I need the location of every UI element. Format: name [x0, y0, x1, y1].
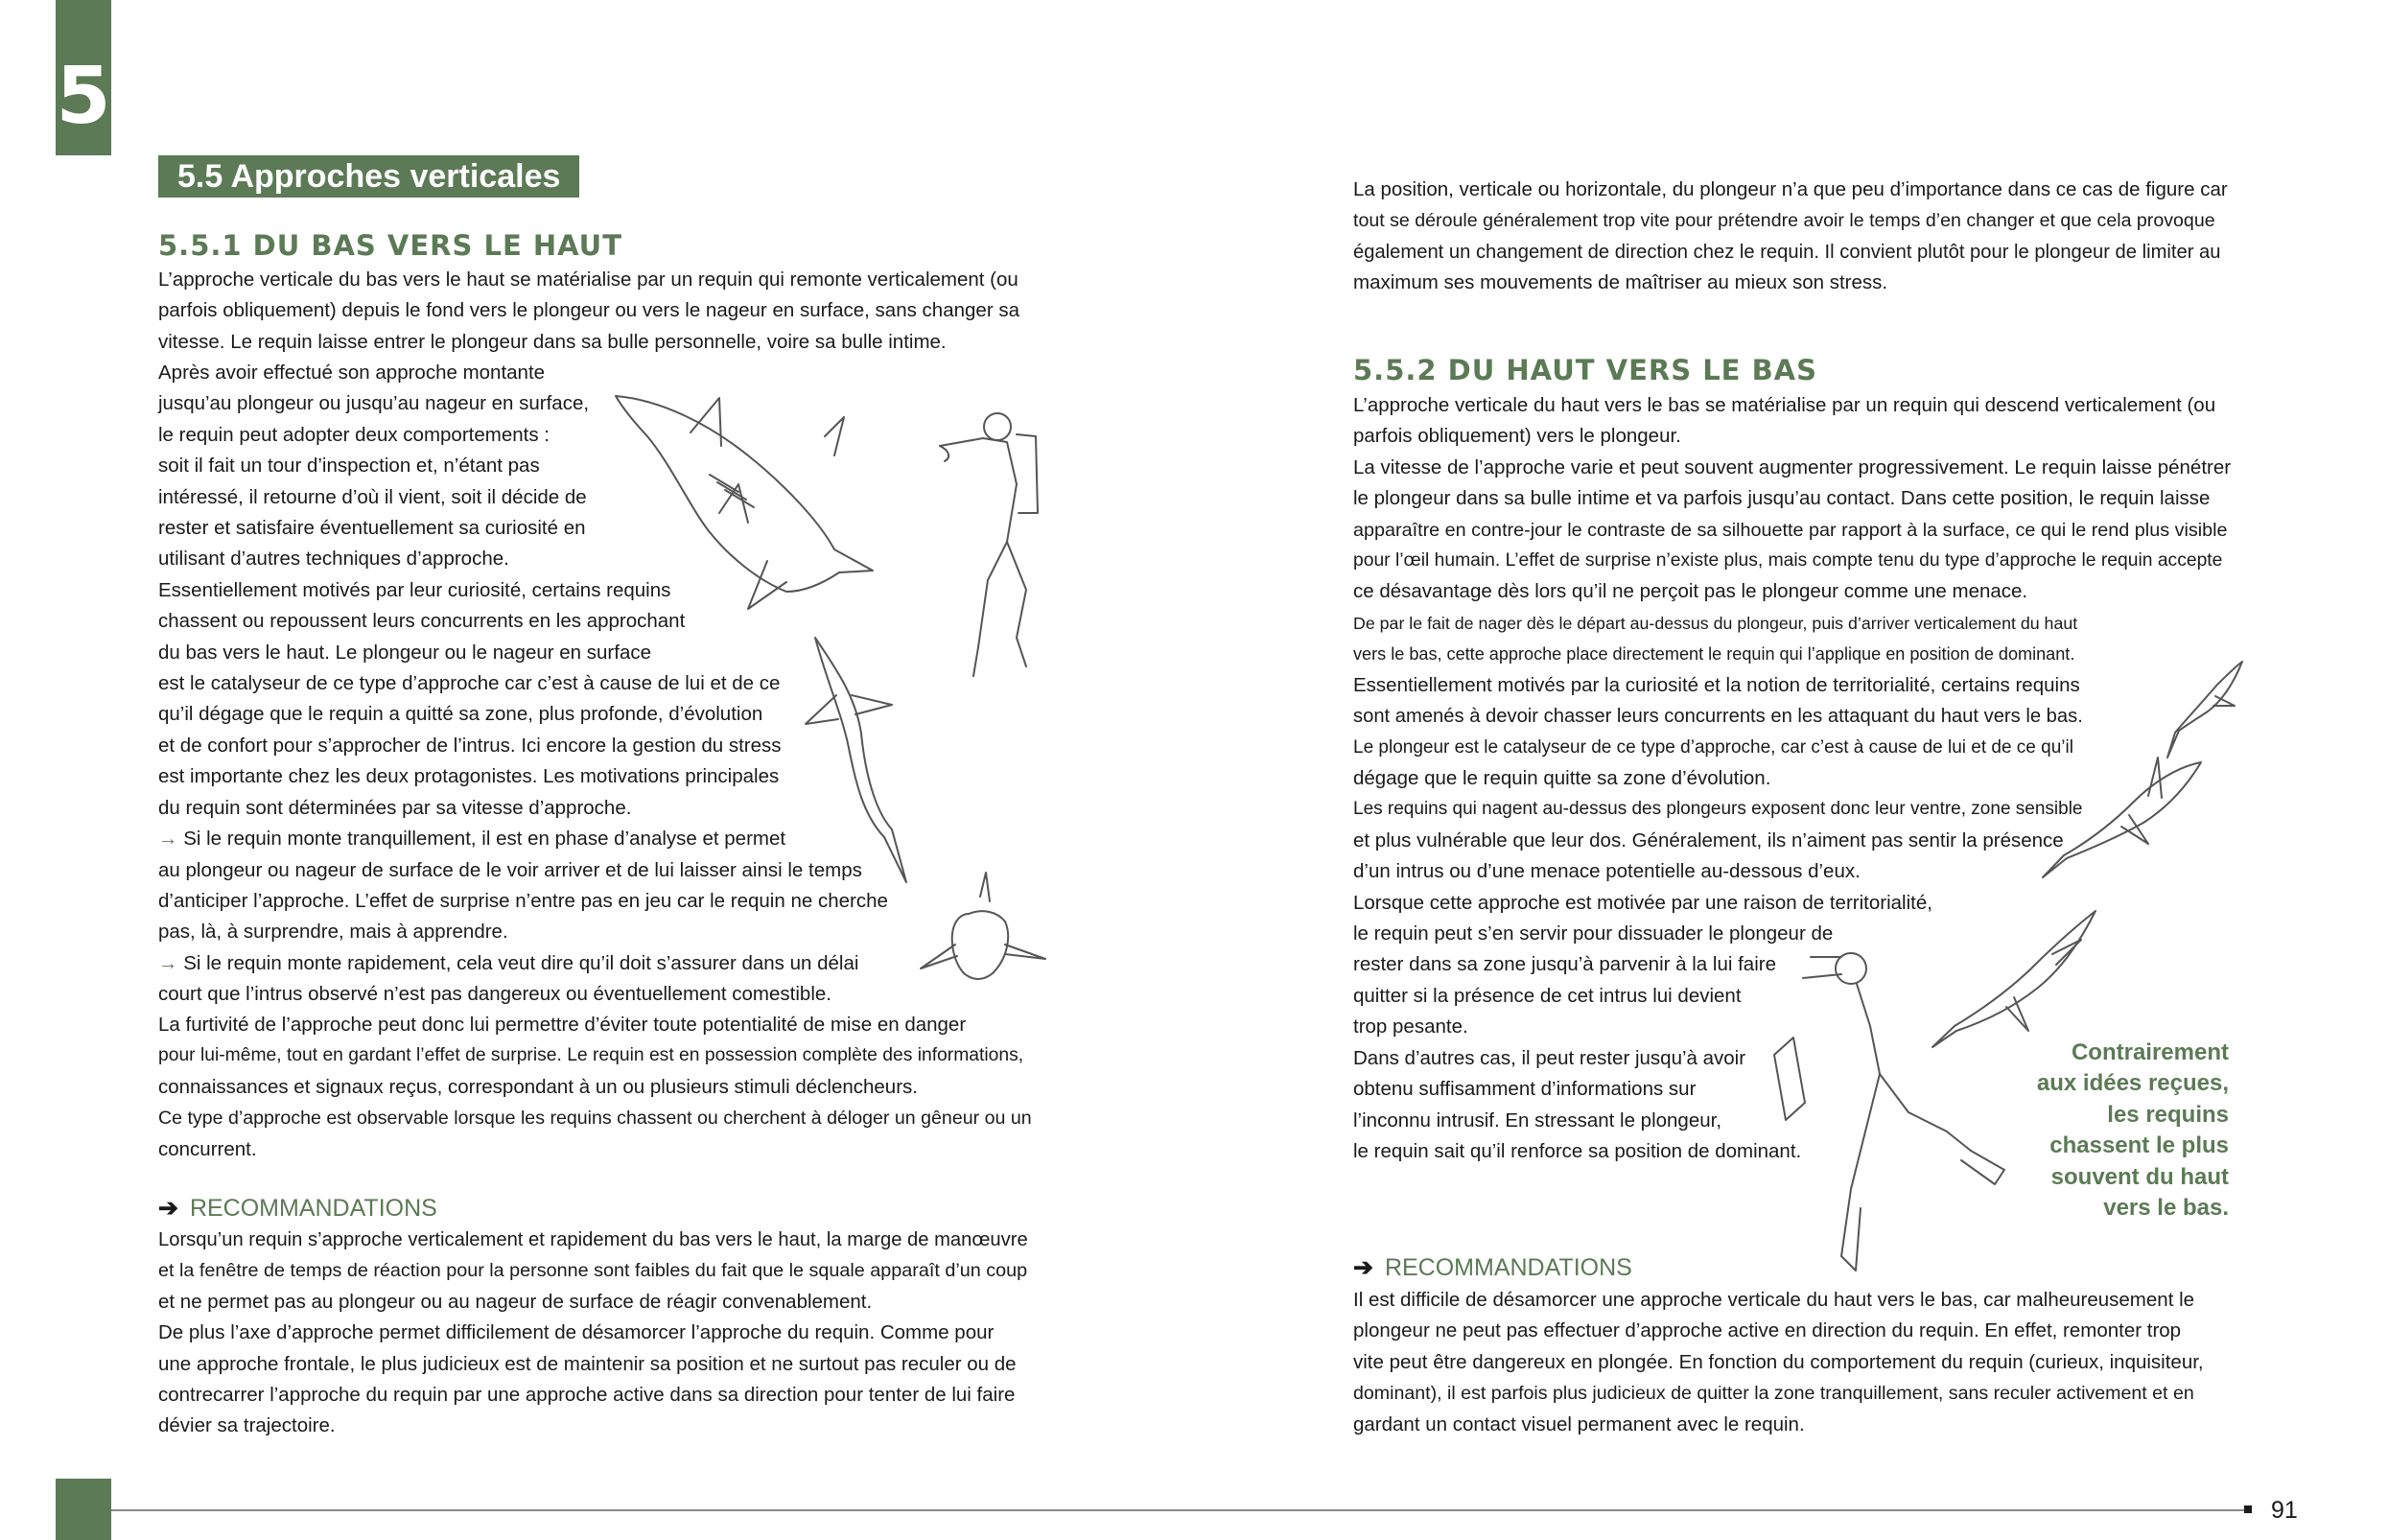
bullet-rest: il est en phase d’analyse et permet — [476, 828, 786, 851]
text-line: Essentiellement motivés par la curiosité et la notion de territorialité, certains requins — [1353, 673, 2080, 696]
footer-tab — [56, 1479, 111, 1540]
text-line: du bas vers le haut. Le plongeur ou le nageur en surface — [158, 641, 651, 664]
shark-sketch — [921, 873, 1045, 979]
section-title: 5.5 Approches verticales — [158, 155, 579, 198]
text-line: le requin peut adopter deux comportements : — [158, 423, 550, 446]
text-line: tout se déroule généralement trop vite pour prétendre avoir le temps d’en changer et que cela provoque — [1353, 210, 2215, 232]
bullet-lead: Si le requin monte tranquillement, — [183, 828, 477, 851]
text-line: ce désavantage dès lors qu’il ne perçoit pas le plongeur comme une menace. — [1353, 580, 2028, 603]
sub2-intro — [1353, 390, 2231, 608]
text-line: l’inconnu intrusif. En stressant le plongeur, — [1353, 1108, 1722, 1132]
footer-bullet — [2244, 1505, 2252, 1513]
text-line: d’anticiper l’approche. L’effet de surprise n’entre pas en jeu car le requin ne cherche — [158, 889, 888, 912]
text-line: trop pesante. — [1353, 1015, 1468, 1038]
text-line: sont amenés à devoir chasser leurs concurrents en les attaquant du haut vers le bas. — [1353, 706, 2083, 728]
footer-rule — [111, 1509, 2250, 1511]
text-line: Après avoir effectué son approche montante — [158, 362, 546, 384]
sub1-recommendations — [158, 1225, 1036, 1442]
text-line: vers le bas, cette approche place directement le requin qui l’applique en position de dominant. — [1353, 644, 2075, 665]
quote-line: vers le bas. — [2103, 1195, 2229, 1222]
diver-sketch — [1774, 953, 2004, 1271]
quote-line: aux idées reçues, — [2036, 1070, 2229, 1097]
text-line: utilisant d’autres techniques d’approche. — [158, 548, 509, 571]
diver-sketch — [940, 413, 1038, 676]
bullet-rest: cela veut dire qu’il doit s’assurer dans un délai — [451, 951, 859, 974]
sub1-intro — [158, 265, 1036, 358]
text-line: plongeur ne peut pas effectuer d’approche active en direction du requin. En effet, remonter trop — [1353, 1319, 2182, 1342]
text-line: pour lui-même, tout en gardant l’effet de surprise. Le requin est en possession complète des informations, — [158, 1045, 1024, 1066]
text-line: dominant), il est parfois plus judicieux de quitter la zone tranquillement, sans reculer activement et en — [1353, 1383, 2194, 1405]
shark-sketch — [2043, 758, 2201, 877]
recommendations-title: RECOMMANDATIONS — [189, 1195, 437, 1222]
text-line: d’un intrus ou d’une menace potentielle au-dessous d’eux. — [1353, 860, 1861, 883]
text-line: connaissances et signaux reçus, correspondant à un ou plusieurs stimuli déclencheurs. — [158, 1075, 918, 1098]
text-line: parfois obliquement) depuis le fond vers le plongeur ou vers le nageur en surface, sans changer sa — [158, 299, 1019, 322]
text-line: au plongeur ou nageur de surface de le voir arriver et de lui laisser ainsi le temps — [158, 858, 862, 881]
text-line: Le plongeur est le catalyseur de ce type d’approche, car c’est à cause de lui et de ce qu’il — [1353, 736, 2073, 758]
text-line: Lorsqu’un requin s’approche verticalement et rapidement du bas vers le haut, la marge de manœuvre — [158, 1229, 1028, 1250]
text-line: Lorsque cette approche est motivée par une raison de territorialité, — [1353, 891, 1932, 914]
shark-sketch — [806, 638, 906, 882]
text-line: le requin peut s’en servir pour dissuader le plongeur de — [1353, 922, 1834, 945]
text-line: intéressé, il retourne d’où il vient, soit il décide de — [158, 485, 587, 508]
text-line: qu’il dégage que le requin a quitté sa zone, plus profonde, d’évolution — [158, 703, 763, 726]
text-line: De plus l’axe d’approche permet difficilement de désamorcer l’approche du requin. Comme pour — [158, 1321, 995, 1344]
text-line: La position, verticale ou horizontale, du plongeur n’a que peu d’importance dans ce cas de figure car — [1353, 178, 2228, 200]
text-line: vite peut être dangereux en plongée. En fonction du comportement du requin (curieux, inquisiteur, — [1353, 1350, 2204, 1373]
text-line: La furtivité de l’approche peut donc lui permettre d’éviter toute potentialité de mise en danger — [158, 1014, 967, 1036]
chapter-tab — [56, 0, 111, 155]
text-line: et la fenêtre de temps de réaction pour la personne sont faibles du fait que le squale apparaît d’un coup — [158, 1260, 1028, 1282]
recommendations-heading-left — [158, 1193, 437, 1224]
arrow-icon: → — [158, 828, 178, 851]
text-line: gardant un contact visuel permanent avec le requin. — [1353, 1412, 1805, 1435]
text-line: obtenu suffisamment d’informations sur — [1353, 1078, 1697, 1101]
shark-diver-illustration-left — [604, 379, 1065, 992]
text-line: le plongeur dans sa bulle intime et va parfois jusqu’au contact. Dans cette position, le requin laisse — [1353, 487, 2211, 510]
text-line: Dans d’autres cas, il peut rester jusqu’à avoir — [1353, 1046, 1746, 1069]
text-line: maximum ses mouvements de maîtriser au mieux son stress. — [1353, 271, 1888, 294]
text-line: Il est difficile de désamorcer une approche verticale du haut vers le bas, car malheureusement le — [1353, 1289, 2195, 1311]
text-line: du requin sont déterminées par sa vitesse d’approche. — [158, 796, 632, 819]
text-line: et de confort pour s’approcher de l’intrus. Ici encore la gestion du stress — [158, 734, 782, 757]
text-line: L’approche verticale du bas vers le haut se matérialise par un requin qui remonte verticalement (ou — [158, 268, 1018, 291]
chapter-number: 5 — [56, 51, 111, 142]
text-line: dégage que le requin quitte sa zone d’évolution. — [1353, 767, 1771, 790]
text-line: une approche frontale, le plus judicieux est de maintenir sa position et ne surtout pas reculer ou de — [158, 1352, 1017, 1375]
sub2-recommendations — [1353, 1285, 2231, 1440]
text-line: vitesse. Le requin laisse entrer le plongeur dans sa bulle personnelle, voire sa bulle intime. — [158, 330, 947, 353]
text-line: La vitesse de l’approche varie et peut souvent augmenter progressivement. Le requin laisse pénétrer — [1353, 455, 2232, 478]
text-line: est le catalyseur de ce type d’approche car c’est à cause de lui et de ce — [158, 672, 781, 695]
text-line: également un changement de direction chez le requin. Il convient plutôt pour le plongeur de limiter au — [1353, 241, 2221, 263]
text-line: De par le fait de nager dès le départ au-dessus du plongeur, puis d’arriver verticalement du haut — [1353, 614, 2078, 633]
arrow-right-icon: ➔ — [158, 1195, 178, 1222]
text-line: Ce type d’approche est observable lorsque les requins chassent ou cherchent à déloger un gêneur ou un — [158, 1108, 1032, 1130]
text-line: et plus vulnérable que leur dos. Généralement, ils n’aiment pas sentir la présence — [1353, 828, 2064, 852]
text-line: apparaître en contre-jour le contraste de sa silhouette par rapport à la surface, ce qui le rend plus visible — [1353, 519, 2228, 541]
text-line: dévier sa trajectoire. — [158, 1414, 336, 1437]
text-line: L’approche verticale du haut vers le bas se matérialise par un requin qui descend verticalement (ou — [1353, 394, 2216, 416]
recommendations-title: RECOMMANDATIONS — [1384, 1254, 1632, 1281]
recommendations-heading-right — [1353, 1252, 1632, 1283]
text-line: concurrent. — [158, 1137, 257, 1160]
quote-line: Contrairement — [2071, 1039, 2229, 1065]
page-number: 91 — [2271, 1497, 2298, 1524]
sub1-closing — [158, 1010, 1036, 1165]
subsection-title-bottom-up: 5.5.1 DU BAS VERS LE HAUT — [158, 229, 623, 262]
text-line: chassent ou repoussent leurs concurrents en les approchant — [158, 610, 686, 633]
text-line: est importante chez les deux protagonistes. Les motivations principales — [158, 765, 780, 788]
arrow-icon: → — [158, 951, 178, 974]
text-line: court que l’intrus observé n’est pas dangereux ou éventuellement comestible. — [158, 983, 831, 1006]
text-line: jusqu’au plongeur ou jusqu’au nageur en surface, — [158, 392, 590, 415]
text-line: pas, là, à surprendre, mais à apprendre. — [158, 921, 508, 944]
text-line: rester et satisfaire éventuellement sa curiosité en — [158, 517, 586, 540]
subsection-title-top-down: 5.5.2 DU HAUT VERS LE BAS — [1353, 354, 1818, 386]
text-line: soit il fait un tour d’inspection et, n’étant pas — [158, 455, 540, 478]
shark-sketch — [1932, 911, 2095, 1047]
right-intro — [1353, 175, 2231, 299]
bullet-lead: Si le requin monte rapidement, — [183, 951, 452, 974]
text-line: et ne permet pas au plongeur ou au nageur de surface de réagir convenablement. — [158, 1290, 873, 1313]
text-line: parfois obliquement) vers le plongeur. — [1353, 425, 1681, 448]
text-line: le requin sait qu’il renforce sa position de dominant. — [1353, 1139, 1802, 1162]
arrow-right-icon: ➔ — [1353, 1254, 1373, 1281]
shark-sketch — [2167, 662, 2242, 758]
quote-line: les requins — [2107, 1101, 2229, 1128]
text-line: quitter si la présence de cet intrus lui devient — [1353, 984, 1742, 1007]
shark-sketch — [616, 396, 873, 609]
text-line: Essentiellement motivés par leur curiosité, certains requins — [158, 578, 671, 601]
text-line: contrecarrer l’approche du requin par une approche active dans sa direction pour tenter de lui faire — [158, 1384, 1016, 1407]
quote-line: souvent du haut — [2050, 1163, 2229, 1190]
pull-quote — [2008, 1038, 2229, 1224]
text-line: Les requins qui nagent au-dessus des plongeurs exposent donc leur ventre, zone sensible — [1353, 799, 2083, 820]
quote-line: chassent le plus — [2049, 1132, 2229, 1159]
text-line: rester dans sa zone jusqu’à parvenir à la lui faire — [1353, 953, 1776, 976]
text-line: pour l’œil humain. L’effet de surprise n’existe plus, mais compte tenu du type d’approche le requin accepte — [1353, 550, 2223, 572]
